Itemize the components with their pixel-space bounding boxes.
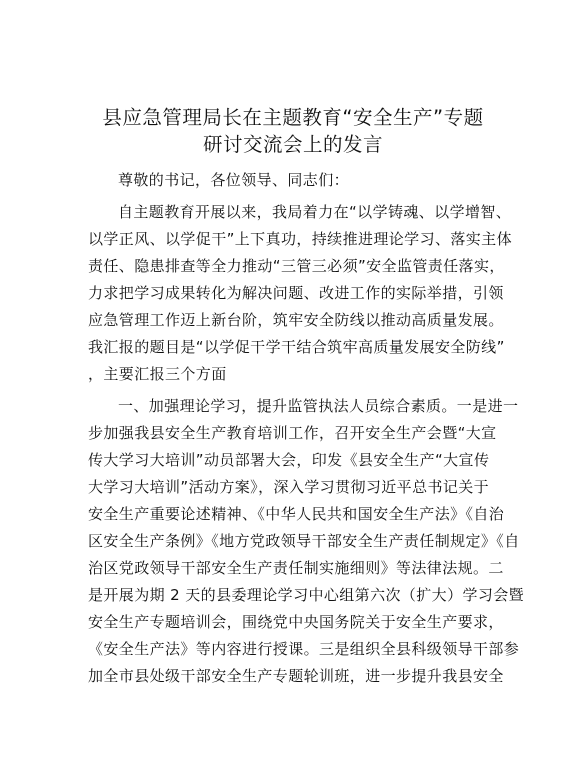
paragraph-1-line-2: 以学正风、以学促干”上下真功，持续推进理论学习、落实主体 <box>88 230 512 248</box>
document-title-line-1: 县应急管理局长在主题教育“安全生产”专题 <box>102 106 484 129</box>
paragraph-1-line-7: ，主要汇报三个方面 <box>88 365 227 383</box>
paragraph-2-line-7: 治区党政领导干部安全生产责任制实施细则》等法律法规。二 <box>88 559 504 577</box>
paragraph-1-line-6: 我汇报的题目是“以学促干学干结合筑牢高质量发展安全防线” <box>88 338 505 356</box>
paragraph-2-line-8: 是开展为期 2 天的县委理论学习中心组第六次（扩大）学习会暨 <box>88 586 525 604</box>
salutation: 尊敬的书记，各位领导、同志们： <box>118 171 350 189</box>
paragraph-2-line-2: 步加强我县安全生产教育培训工作，召开安全生产会暨“大宣 <box>88 424 497 442</box>
paragraph-1-line-3: 责任、隐患排查等全力推动“三管三必须”安全监管责任落实， <box>88 257 505 275</box>
paragraph-2-line-6: 区安全生产条例》《地方党政领导干部安全生产责任制规定》《自 <box>88 532 520 550</box>
paragraph-2-line-11: 加全市县处级干部安全生产专题轮训班，进一步提升我县安全 <box>88 667 504 685</box>
paragraph-1-line-1: 自主题教育开展以来，我局着力在“以学铸魂、以学增智、 <box>118 203 512 221</box>
paragraph-2-line-5: 安全生产重要论述精神、《中华人民共和国安全生产法》《自治 <box>88 505 505 523</box>
paragraph-1-line-5: 应急管理工作迈上新台阶，筑牢安全防线以推动高质量发展。 <box>88 311 504 329</box>
paragraph-2-line-9: 安全生产专题培训会，围绕党中央国务院关于安全生产要求， <box>88 613 504 631</box>
paragraph-2-line-3: 传大学习大培训”动员部署大会，印发《县安全生产“大宣传 <box>88 451 490 469</box>
document-title-line-2: 研讨交流会上的发言 <box>202 133 383 156</box>
paragraph-2-line-4: 大学习大培训”活动方案》，深入学习贯彻习近平总书记关于 <box>88 478 490 496</box>
paragraph-2-line-10: 《安全生产法》等内容进行授课。三是组织全县科级领导干部参 <box>88 640 520 658</box>
paragraph-2-line-1: 一、加强理论学习，提升监管执法人员综合素质。一是进一 <box>118 397 519 415</box>
paragraph-1-line-4: 力求把学习成果转化为解决问题、改进工作的实际举措，引领 <box>88 284 504 302</box>
